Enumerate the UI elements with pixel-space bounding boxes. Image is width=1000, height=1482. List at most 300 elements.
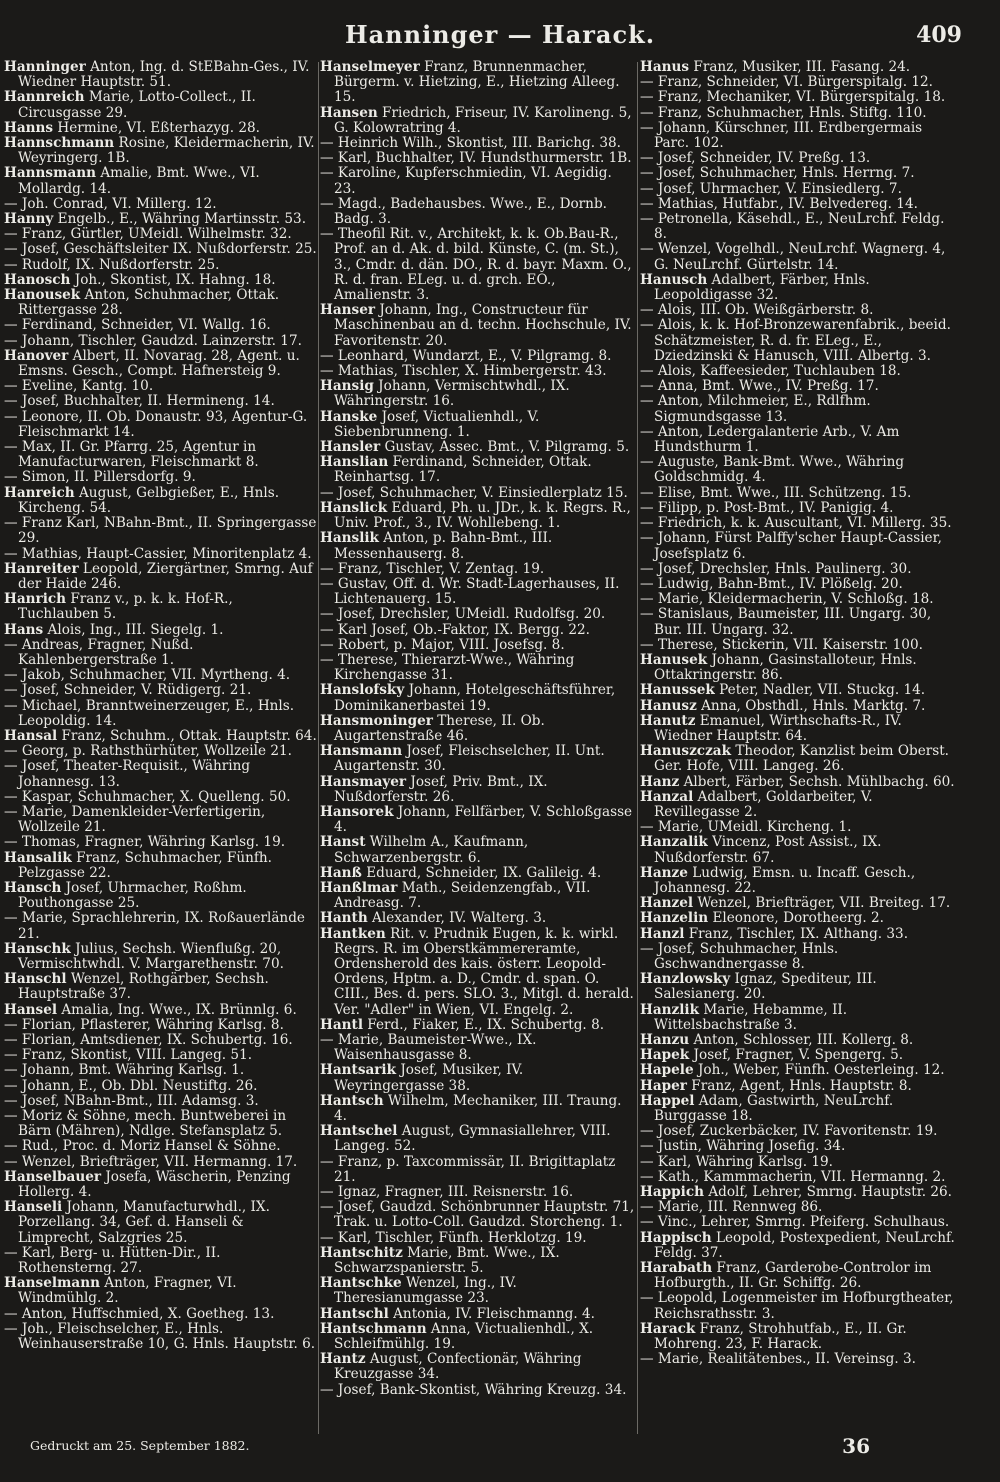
entry-surname: Hanslofsky [320, 682, 405, 699]
entry-surname: Hanselbauer [4, 1168, 102, 1185]
sheet-number: 36 [842, 1434, 870, 1458]
entry-details: Franz, Agent, Hnls. Hauptstr. 8. [686, 1077, 912, 1094]
directory-entry [4, 470, 318, 485]
entry-details: — Theofil Rit. v., Architekt, k. k. Ob.Bau-R., Prof. an d. Ak. d. bild. Künste, C. (m. St.), 3., Cmdr. d. dän. DO., R. d. bayr. Maxm. O., R. d. fran. ELeg. u. d. grch. EO., Amalienstr. 3. [320, 226, 632, 304]
directory-entry [320, 638, 636, 653]
directory-entry [640, 744, 956, 774]
entry-details: — Michael, Branntweinerzeuger, E., Hnls. Leopoldig. 14. [4, 697, 295, 729]
entry-details: — Therese, Stickerin, VII. Kaiserstr. 100. [640, 636, 923, 653]
directory-entry [320, 653, 636, 683]
entry-details: Ferd., Fiaker, E., IX. Schubertg. 8. [362, 1016, 605, 1033]
directory-entry [4, 835, 318, 850]
directory-entry [4, 1139, 318, 1154]
directory-entry [640, 1261, 956, 1291]
directory-entry [640, 699, 956, 714]
entry-surname: Hantschke [320, 1275, 402, 1292]
entry-details: Franz, Schuhm., Ottak. Hauptstr. 64. [57, 727, 317, 744]
page-number: 409 [916, 22, 962, 48]
directory-entry [640, 820, 956, 835]
entry-details: Engelb., E., Währing Martinsstr. 53. [53, 211, 307, 228]
entry-details: — Ignaz, Fragner, III. Reisnerstr. 16. [320, 1184, 574, 1201]
entry-surname: Hanzlik [640, 1001, 700, 1018]
print-date: Gedruckt am 25. September 1882. [30, 1438, 250, 1453]
entry-details: Anton, p. Bahn-Bmt., III. Messenhauserg. 8. [334, 530, 553, 562]
directory-entry [320, 136, 636, 151]
entry-details: — Florian, Amtsdiener, IX. Schubertg. 16. [4, 1032, 293, 1048]
entry-details: — Karl, Tischler, Fünfh. Herklotzg. 19. [320, 1229, 587, 1246]
directory-entry [320, 623, 636, 638]
entry-details: — Johann, Tischler, Gaudzd. Lainzerstr. 17. [4, 332, 302, 349]
directory-entry [640, 501, 956, 516]
entry-details: Anton, Schlosser, III. Kollerg. 8. [689, 1032, 914, 1048]
entry-surname: Hanß [320, 864, 362, 881]
entry-details: — Florian, Pflasterer, Währing Karlsg. 8. [4, 1016, 284, 1033]
entry-details: — Leonhard, Wundarzt, E., V. Pilgramg. 8. [320, 347, 612, 364]
directory-entry [4, 410, 318, 440]
entry-surname: Hantschitz [320, 1244, 403, 1261]
directory-entry [640, 942, 956, 972]
entry-details: — Robert, p. Major, VIII. Josefsg. 8. [320, 636, 565, 653]
directory-entry [640, 486, 956, 501]
entry-details: — Marie, Baumeister-Wwe., IX. Waisenhausgasse 8. [320, 1032, 537, 1064]
entry-details: — Josef, Schneider, V. Rüdigerg. 21. [4, 682, 252, 699]
entry-details: — Alois, III. Ob. Weißgärberstr. 8. [640, 302, 874, 319]
directory-entry [4, 562, 318, 592]
entry-surname: Happich [640, 1184, 704, 1201]
directory-entry [640, 1291, 956, 1321]
directory-entry [320, 1124, 636, 1154]
entry-surname: Hanutz [640, 712, 696, 729]
entry-details: Ignaz, Spediteur, III. Salesianerg. 20. [654, 971, 877, 1003]
entry-details: — Eveline, Kantg. 10. [4, 378, 154, 395]
directory-entry [320, 1185, 636, 1200]
column-1 [4, 60, 318, 1430]
directory-entry [320, 349, 636, 364]
directory-entry [320, 303, 636, 349]
entry-details: Theodor, Kanzlist beim Oberst. Ger. Hofe, VIII. Langeg. 26. [654, 743, 950, 775]
entry-surname: Hanninger [4, 60, 86, 75]
directory-entry [320, 927, 636, 1018]
directory-entry [320, 881, 636, 911]
entry-surname: Hantschmann [320, 1320, 427, 1337]
entry-details: Marie, Lotto-Collect., II. Circusgasse 29. [18, 89, 256, 121]
directory-entry [4, 1170, 318, 1200]
directory-entry [320, 683, 636, 713]
entry-details: — Josef, Schneider, IV. Preßg. 13. [640, 150, 871, 167]
directory-entry [4, 486, 318, 516]
entry-details: — Josef, Zuckerbäcker, IV. Favoritenstr. 19. [640, 1123, 938, 1140]
directory-entry [320, 1322, 636, 1352]
directory-entry [4, 638, 318, 668]
directory-entry [4, 1276, 318, 1306]
entry-details: Franz, Tischler, IX. Althang. 33. [684, 925, 909, 942]
entry-surname: Hanzelin [640, 910, 709, 927]
entry-details: — Josef, Theater-Requisit., Währing Johannesg. 13. [4, 758, 251, 790]
directory-entry [640, 166, 956, 181]
entry-details: — Ludwig, Bahn-Bmt., IV. Plößelg. 20. [640, 575, 903, 592]
entry-surname: Hansen [320, 104, 378, 121]
entry-surname: Hanze [640, 864, 688, 881]
entry-details: — Franz, Mechaniker, VI. Bürgerspitalg. 18. [640, 89, 946, 106]
entry-details: Therese, II. Ob. Augartenstraße 46. [334, 712, 545, 744]
entry-details: — Magd., Badehausbes. Wwe., E., Dornb. Badg. 3. [320, 195, 607, 228]
entry-details: Johann, Ing., Constructeur für Maschinenbau an d. techn. Hochschule, IV. Favoritenstr. 20. [334, 302, 632, 349]
entry-details: — Josef, Uhrmacher, V. Einsiedlerg. 7. [640, 180, 902, 197]
entry-details: — Marie, Realitätenbes., II. Vereinsg. 3. [640, 1351, 916, 1368]
directory-entry [640, 516, 956, 531]
directory-entry [320, 440, 636, 455]
directory-entry [4, 942, 318, 972]
entry-surname: Hanosch [4, 271, 71, 288]
entry-surname: Hansch [4, 879, 62, 896]
entry-details: — Moriz & Söhne, mech. Buntweberei in Bärn (Mähren), Ndlge. Stefansplatz 5. [4, 1108, 287, 1140]
directory-entry [640, 1322, 956, 1352]
entry-details: Amalie, Bmt. Wwe., VI. Mollardg. 14. [18, 165, 260, 197]
entry-details: — Leopold, Logenmeister im Hofburgtheater, Reichsrathsstr. 3. [640, 1290, 954, 1322]
entry-details: Johann, Hotelgeschäftsführer, Dominikanerbastei 19. [334, 682, 616, 714]
directory-entry [320, 805, 636, 835]
entry-surname: Hapek [640, 1047, 690, 1064]
directory-entry [320, 775, 636, 805]
directory-entry [320, 562, 636, 577]
directory-entry [4, 212, 318, 227]
entry-details: — Filipp, p. Post-Bmt., IV. Panigig. 4. [640, 499, 894, 516]
directory-entry [4, 729, 318, 744]
entry-surname: Hanz [640, 773, 680, 790]
directory-entry [640, 1170, 956, 1185]
entry-surname: Hanusek [640, 651, 708, 668]
directory-entry [320, 151, 636, 166]
directory-entry [320, 1155, 636, 1185]
entry-surname: Hantschl [320, 1305, 389, 1322]
entry-details: Anton, Ing. d. StEBahn-Ges., IV. Wiedner Hauptstr. 51. [18, 60, 310, 91]
entry-surname: Hantsch [320, 1092, 384, 1109]
entry-details: Anna, Victualienhdl., X. Schleifmühlg. 19. [334, 1320, 594, 1353]
entry-details: Wenzel, Briefträger, VII. Breiteg. 17. [693, 895, 951, 912]
directory-entry [4, 1155, 318, 1170]
column-2 [320, 60, 636, 1430]
entry-details: — Josef, Drechsler, Hnls. Paulinerg. 30. [640, 560, 912, 577]
entry-surname: Hanschk [4, 940, 71, 957]
directory-entry [320, 1063, 636, 1093]
entry-details: — Josef, Geschäftsleiter IX. Nußdorferstr. 25. [4, 241, 317, 258]
directory-entry [320, 1246, 636, 1276]
directory-entry [4, 242, 318, 257]
entry-details: — Mathias, Haupt-Cassier, Minoritenplatz 4. [4, 545, 312, 562]
entry-surname: Hantsarik [320, 1062, 397, 1079]
entry-details: Franz, Schuhmacher, Fünfh. Pelzgasse 22. [18, 849, 272, 881]
directory-entry [4, 1079, 318, 1094]
directory-entry [320, 911, 636, 926]
entry-details: — Heinrich Wilh., Skontist, III. Barichg. 38. [320, 135, 622, 152]
directory-entry [4, 197, 318, 212]
entry-surname: Hanselmann [4, 1275, 100, 1292]
entry-surname: Hanslian [320, 454, 389, 471]
entry-details: — Alois, k. k. Hof-Bronzewarenfabrik., beeid. Schätzmeister, R. d. fr. ELeg., E., Dziedzinski & Hanusch, VIII. Albertg. 3. [640, 317, 951, 364]
entry-details: — Jakob, Schuhmacher, VII. Myrtheng. 4. [4, 667, 291, 684]
directory-entry [320, 1094, 636, 1124]
entry-details: — Alois, Kaffeesieder, Tuchlauben 18. [640, 363, 901, 380]
entry-details: — Franz, p. Taxcommissär, II. Brigittaplatz 21. [320, 1153, 616, 1185]
entry-details: — Kaspar, Schuhmacher, X. Quelleng. 50. [4, 788, 291, 805]
entry-details: — Mathias, Tischler, X. Himbergerstr. 43. [320, 363, 607, 380]
directory-entry [4, 136, 318, 166]
directory-entry [640, 835, 956, 865]
entry-details: Leopold, Ziergärtner, Smrng. Auf der Haide 246. [18, 560, 313, 592]
directory-entry [4, 851, 318, 881]
entry-details: — Franz, Schuhmacher, Hnls. Stiftg. 110. [640, 104, 927, 121]
directory-entry [640, 1155, 956, 1170]
directory-entry [320, 106, 636, 136]
directory-entry [640, 1231, 956, 1261]
entry-details: — Marie, Kleidermacherin, V. Schloßg. 18. [640, 591, 934, 608]
entry-details: Alois, Ing., III. Siegelg. 1. [43, 621, 224, 638]
entry-details: — Josef, Gaudzd. Schönbrunner Hauptstr. 71, Trak. u. Lotto-Coll. Gaudzd. Storcheng. 1. [320, 1199, 635, 1231]
directory-entry [4, 1322, 318, 1352]
entry-details: — Joh., Fleischselcher, E., Hnls. Weinhauserstraße 10, G. Hnls. Hauptstr. 6. [4, 1320, 316, 1353]
directory-entry [320, 835, 636, 865]
entry-surname: Hanzl [640, 925, 685, 942]
entry-details: — Anna, Bmt. Wwe., IV. Preßg. 17. [640, 378, 879, 395]
directory-entry [4, 273, 318, 288]
directory-entry [640, 1079, 956, 1094]
directory-entry [4, 121, 318, 136]
directory-entry [4, 1094, 318, 1109]
entry-surname: Hansmayer [320, 773, 407, 790]
directory-entry [320, 1383, 636, 1398]
entry-surname: Haper [640, 1077, 687, 1094]
entry-surname: Hanus [640, 60, 690, 75]
directory-entry [320, 1231, 636, 1246]
entry-details: Josef, Fragner, V. Spengerg. 5. [689, 1047, 904, 1064]
entry-details: Marie, Hebamme, II. Wittelsbachstraße 3. [654, 1001, 848, 1033]
entry-details: Franz, Garderobe-Controlor im Hofburgth., II. Gr. Schiffg. 26. [654, 1260, 932, 1292]
directory-entry [640, 121, 956, 151]
directory-entry [320, 1018, 636, 1033]
directory-entry [640, 683, 956, 698]
entry-details: — Marie, Sprachlehrerin, IX. Roßauerlände 21. [4, 910, 305, 942]
directory-entry [640, 1094, 956, 1124]
entry-details: — Franz Karl, NBahn-Bmt., II. Springergasse 29. [4, 515, 317, 547]
entry-surname: Hanth [320, 910, 368, 927]
directory-entry [4, 668, 318, 683]
entry-details: Amalia, Ing. Wwe., IX. Brünnlg. 6. [57, 1001, 297, 1018]
entry-surname: Hannschmann [4, 135, 115, 152]
directory-entry [4, 805, 318, 835]
entry-details: — Franz, Schneider, VI. Bürgerspitalg. 12. [640, 74, 933, 91]
directory-entry [4, 1246, 318, 1276]
directory-entry [4, 440, 318, 470]
directory-entry [640, 1063, 956, 1078]
directory-entry [4, 60, 318, 90]
directory-entry [640, 1003, 956, 1033]
directory-entry [4, 334, 318, 349]
directory-entry [640, 927, 956, 942]
entry-details: — Andreas, Fragner, Nußd. Kahlenbergerstraße 1. [4, 636, 194, 668]
entry-details: Josef, Priv. Bmt., IX. Nußdorferstr. 26. [334, 773, 548, 805]
entry-details: Leopold, Postexpedient, NeuLrchf. Feldg. 37. [654, 1229, 955, 1261]
entry-details: Joh., Skontist, IX. Hahng. 18. [70, 271, 276, 288]
entry-details: — Josef, Drechsler, UMeidl. Rudolfsg. 20. [320, 606, 606, 623]
entry-details: — Anton, Huffschmied, X. Goetheg. 13. [4, 1305, 275, 1322]
entry-surname: Hanousek [4, 287, 81, 304]
entry-surname: Hanreiter [4, 560, 79, 577]
entry-surname: Hanzalik [640, 834, 708, 851]
entry-details: — Josef, Schuhmacher, Hnls. Herrng. 7. [640, 165, 915, 182]
directory-entry [640, 182, 956, 197]
entry-details: — Vinc., Lehrer, Smrng. Pfeiferg. Schulhaus. [640, 1214, 950, 1231]
directory-entry [640, 242, 956, 272]
column-3 [640, 60, 956, 1430]
directory-entry [4, 790, 318, 805]
directory-entry [640, 714, 956, 744]
entry-details: — Max, II. Gr. Pfarrg. 25, Agentur in Manufacturwaren, Fleischmarkt 8. [4, 439, 259, 471]
directory-entry [640, 1139, 956, 1154]
entry-details: — Kath., Kammmacherin, VII. Hermanng. 2. [640, 1168, 946, 1185]
entry-details: — Justin, Währing Josefig. 34. [640, 1138, 846, 1155]
entry-details: Adolf, Lehrer, Smrng. Hauptstr. 26. [704, 1184, 952, 1201]
directory-entry [320, 486, 636, 501]
entry-surname: Hanslik [320, 530, 379, 547]
directory-entry [4, 592, 318, 622]
entry-surname: Hanzel [640, 895, 694, 912]
entry-surname: Hansler [320, 439, 381, 456]
directory-entry [320, 1352, 636, 1382]
entry-details: Josef, Uhrmacher, Roßhm. Pouthongasse 25. [18, 879, 247, 912]
entry-surname: Hanusch [640, 271, 708, 288]
directory-entry [320, 607, 636, 622]
directory-entry [640, 394, 956, 424]
entry-surname: Hansmann [320, 743, 403, 760]
entry-details: Julius, Sechsh. Wienflußg. 20, Vermischtwhdl. V. Margarethenstr. 70. [18, 940, 284, 972]
entry-details: Adam, Gastwirth, NeuLrchf. Burggasse 18. [654, 1092, 894, 1125]
entry-surname: Harabath [640, 1260, 713, 1277]
entry-surname: Hansig [320, 378, 374, 395]
page-title: Hanninger — Harack. [344, 20, 656, 49]
entry-details: — Therese, Thierarzt-Wwe., Währing Kirchengasse 31. [320, 651, 575, 684]
entry-surname: Happisch [640, 1229, 712, 1246]
entry-details: Wilhelm, Mechaniker, III. Traung. 4. [334, 1092, 622, 1125]
directory-entry [320, 166, 636, 196]
entry-details: Anna, Obsthdl., Hnls. Marktg. 7. [696, 697, 926, 714]
directory-entry [4, 318, 318, 333]
entry-details: — Karl, Berg- u. Hütten-Dir., II. Rothensterng. 27. [4, 1244, 221, 1277]
directory-entry [320, 577, 636, 607]
entry-details: August, Gymnasiallehrer, VIII. Langeg. 52. [334, 1123, 611, 1155]
directory-entry [4, 1200, 318, 1246]
entry-surname: Hansalik [4, 849, 72, 866]
directory-entry [640, 592, 956, 607]
entry-surname: Hanst [320, 834, 366, 851]
directory-entry [320, 714, 636, 744]
entry-details: — Johann, Bmt. Währing Karlsg. 1. [4, 1062, 245, 1079]
directory-entry [4, 972, 318, 1002]
entry-surname: Hansal [4, 727, 58, 744]
directory-entry [320, 379, 636, 409]
entry-surname: Hansmoninger [320, 712, 433, 729]
entry-details: Alexander, IV. Walterg. 3. [367, 910, 547, 927]
entry-surname: Hanseli [4, 1199, 63, 1216]
entry-details: Vincenz, Post Assist., IX. Nußdorferstr. 67. [654, 834, 882, 866]
directory-entry [4, 349, 318, 379]
entry-surname: Hanßlmar [320, 879, 398, 896]
directory-entry [320, 1200, 636, 1230]
entry-details: Friedrich, Friseur, IV. Karolineng. 5, G. Kolowratring 4. [334, 104, 632, 136]
entry-details: — Gustav, Off. d. Wr. Stadt-Lagerhauses, II. Lichtenauerg. 15. [320, 575, 620, 608]
entry-details: — Franz, Gürtler, UMeidl. Wilhelmstr. 32. [4, 226, 292, 243]
entry-details: — Karl, Währing Karlsg. 19. [640, 1153, 833, 1170]
entry-details: — Karl Josef, Ob.-Faktor, IX. Bergg. 22. [320, 621, 590, 638]
entry-details: — Simon, II. Pillersdorfg. 9. [4, 469, 196, 486]
entry-details: — Stanislaus, Baumeister, III. Ungarg. 30, Bur. III. Ungarg. 32. [640, 606, 932, 638]
entry-details: — Leonore, II. Ob. Donaustr. 93, Agentur-G. Fleischmarkt 14. [4, 408, 308, 440]
directory-entry [320, 227, 636, 303]
entry-surname: Hanuszczak [640, 743, 732, 760]
entry-details: — Auguste, Bank-Bmt. Wwe., Währing Goldschmidg. 4. [640, 454, 905, 486]
entry-surname: Hannreich [4, 89, 85, 106]
entry-details: — Josef, Bank-Skontist, Währing Kreuzg. 34. [320, 1381, 627, 1398]
directory-entry [640, 212, 956, 242]
directory-entry [4, 166, 318, 196]
entry-details: Ludwig, Emsn. u. Incaff. Gesch., Johannesg. 22. [654, 864, 916, 896]
entry-details: Albert, Färber, Sechsh. Mühlbachg. 60. [679, 773, 955, 790]
directory-entry [320, 410, 636, 440]
entry-surname: Hantz [320, 1351, 366, 1368]
entry-details: Joh., Weber, Fünfh. Oesterleing. 12. [693, 1062, 945, 1079]
entry-details: Josefa, Wäscherin, Penzing Hollerg. 4. [18, 1168, 291, 1201]
entry-details: Rit. v. Prudnik Eugen, k. k. wirkl. Regrs. R. im Oberstkämmereramte, Ordensherold des kais. österr. Leopold-Ordens, Hptm. a. D., Cmdr. d. span. O. CIII., Bes. d. pers. SLO. 3., Mitgl. d. herald. Ver. "Adler" in Wien, VI. Engelg. 2. [334, 925, 634, 1018]
directory-entry [640, 303, 956, 318]
directory-entry [640, 273, 956, 303]
entry-details: — Georg, p. Rathsthürhüter, Wollzeile 21. [4, 743, 292, 760]
directory-entry [640, 90, 956, 105]
directory-entry [4, 911, 318, 941]
entry-details: Ferdinand, Schneider, Ottak. Reinhartsg. 17. [334, 454, 592, 486]
entry-details: Math., Seidenzengfab., VII. Andreasg. 7. [334, 879, 591, 912]
directory-entry [4, 516, 318, 546]
directory-entry [4, 1063, 318, 1078]
page-header [0, 20, 1000, 54]
entry-surname: Hansel [4, 1001, 58, 1018]
entry-surname: Hanns [4, 119, 54, 136]
directory-entry [640, 607, 956, 637]
entry-details: — Franz, Tischler, V. Zentag. 19. [320, 560, 545, 577]
directory-entry [640, 1200, 956, 1215]
directory-entry [640, 531, 956, 561]
entry-details: Hermine, VI. Eßterhazyg. 28. [53, 119, 260, 136]
entry-surname: Hanske [320, 408, 378, 425]
directory-entry [640, 106, 956, 121]
entry-details: Wilhelm A., Kaufmann, Schwarzenbergstr. 6. [334, 834, 529, 866]
directory-entry [4, 288, 318, 318]
entry-surname: Hanusz [640, 697, 697, 714]
entry-details: Antonia, IV. Fleischmanng. 4. [388, 1305, 595, 1322]
entry-surname: Hannsmann [4, 165, 97, 182]
directory-entry [4, 1003, 318, 1018]
entry-details: — Ferdinand, Schneider, VI. Wallg. 16. [4, 317, 271, 334]
entry-details: Rosine, Kleidermacherin, IV. Weyringerg. 1B. [18, 135, 315, 167]
directory-entry [320, 197, 636, 227]
entry-details: Wenzel, Rothgärber, Sechsh. Hauptstraße 37. [18, 971, 269, 1003]
entry-surname: Harack [640, 1320, 696, 1337]
directory-entry [4, 1307, 318, 1322]
directory-entry [640, 1352, 956, 1367]
entry-details: — Karl, Buchhalter, IV. Hundsthurmerstr. 1B. [320, 150, 632, 167]
entry-details: — Marie, UMeidl. Kircheng. 1. [640, 819, 852, 836]
entry-surname: Hanover [4, 347, 69, 364]
directory-entry [320, 1307, 636, 1322]
directory-entry [320, 531, 636, 561]
